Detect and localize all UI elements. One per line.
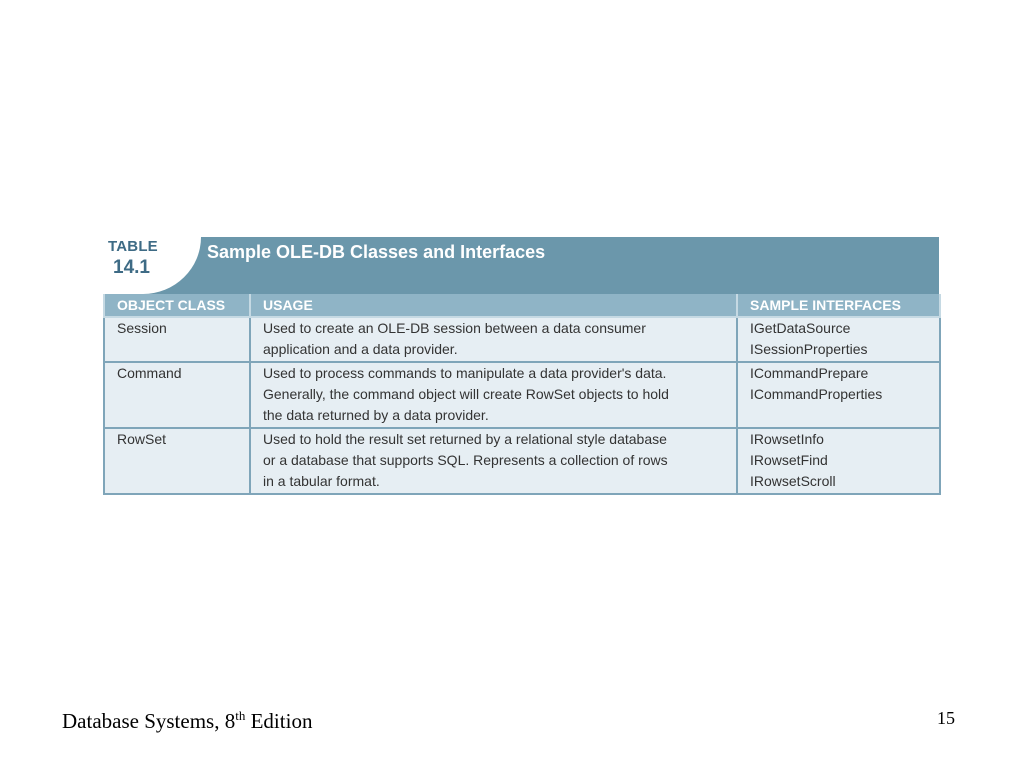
table-banner <box>103 237 939 294</box>
cell-object-class: Command <box>104 362 250 428</box>
cell-object-class: RowSet <box>104 428 250 494</box>
usage-line: or a database that supports SQL. Represents a collection of rows <box>263 452 668 468</box>
interface-name: IRowsetInfo <box>750 431 824 447</box>
table-label-tab <box>103 237 201 294</box>
usage-line: application and a data provider. <box>263 341 458 357</box>
edition-text: Edition <box>245 709 313 733</box>
usage-line: Used to process commands to manipulate a data provider's data. <box>263 365 667 381</box>
cell-interfaces <box>737 362 940 428</box>
cell-interfaces <box>737 428 940 494</box>
cell-usage <box>250 362 737 428</box>
interface-name: IRowsetFind <box>750 452 828 468</box>
page-number: 15 <box>937 708 955 728</box>
table-title: Sample OLE-DB Classes and Interfaces <box>207 242 546 262</box>
table-label-word: TABLE <box>108 238 158 255</box>
usage-line: Used to hold the result set returned by a relational style database <box>263 431 667 447</box>
cell-usage <box>250 428 737 494</box>
usage-line: Used to create an OLE-DB session between a data consumer <box>263 320 646 336</box>
interface-name: ICommandPrepare <box>750 365 869 381</box>
table-row <box>104 317 940 362</box>
cell-usage <box>250 317 737 362</box>
table-label-number: 14.1 <box>113 257 150 278</box>
table-figure <box>103 237 939 495</box>
usage-line: the data returned by a data provider. <box>263 407 489 423</box>
interface-name: ISessionProperties <box>750 341 868 357</box>
edition-ordinal-suffix: th <box>235 708 246 723</box>
table-row <box>104 362 940 428</box>
interface-name: ICommandProperties <box>750 386 883 402</box>
column-header-object-class: OBJECT CLASS <box>104 294 250 317</box>
interface-name: IGetDataSource <box>750 320 851 336</box>
usage-line: Generally, the command object will create RowSet objects to hold <box>263 386 669 402</box>
table-row <box>104 428 940 494</box>
footer-book-title <box>62 709 312 734</box>
cell-object-class: Session <box>104 317 250 362</box>
usage-line: in a tabular format. <box>263 473 380 489</box>
column-header-usage: USAGE <box>250 294 737 317</box>
interface-name: IRowsetScroll <box>750 473 836 489</box>
column-header-sample-interfaces: SAMPLE INTERFACES <box>737 294 940 317</box>
cell-interfaces <box>737 317 940 362</box>
table-header-row <box>104 294 940 317</box>
book-title-text: Database Systems, 8 <box>62 709 236 733</box>
ole-db-table <box>103 294 941 495</box>
